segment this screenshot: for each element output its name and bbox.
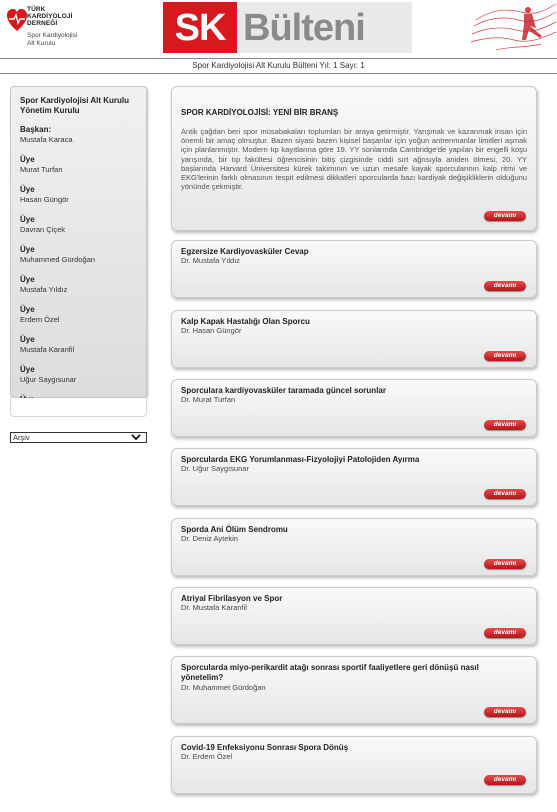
board-member <box>20 275 145 295</box>
member-role: Üye <box>20 305 35 314</box>
article-title[interactable]: Sporculara kardiyovasküler taramada güncel sorunlar <box>181 386 386 395</box>
member-role: Üye <box>20 275 35 284</box>
banner-bulteni: Bülteni <box>237 2 412 53</box>
sidebar-footer <box>10 398 147 417</box>
member-name: Davran Çiçek <box>20 225 66 234</box>
banner-sk: SK <box>163 2 237 53</box>
article-card <box>171 240 537 298</box>
read-more-button[interactable]: devamı <box>484 420 526 430</box>
article-card <box>171 518 537 576</box>
article-card <box>171 736 537 794</box>
member-role: Üye <box>20 215 35 224</box>
org-name-line: TÜRK <box>27 6 46 13</box>
member-name: Erdem Özel <box>20 315 60 324</box>
member-role: Üye <box>20 365 35 374</box>
article-title[interactable]: Sporcularda miyo-perikardit atağı sonrası sportif faaliyetlere geri dönüşü nasıl yönetelim? <box>181 663 479 682</box>
article-author: Dr. Uğur Saygısunar <box>181 464 249 473</box>
header-divider <box>0 58 557 59</box>
read-more-button[interactable]: devamı <box>484 211 526 221</box>
board-member <box>20 155 145 175</box>
article-card <box>171 587 537 645</box>
article-card <box>171 448 537 506</box>
article-title[interactable]: Sporda Ani Ölüm Sendromu <box>181 525 288 534</box>
archive-select[interactable] <box>10 432 147 443</box>
board-member <box>20 245 145 265</box>
article-excerpt: Antik çağdan beri spor müsabakaları toplumları bir araya getirmiştir. Yarışmak ve kazanmak insan için önemli bir amaç olmuştur. Bazen siyasi bazen kişisel başarılar için yoğun antrenmanlar limitleri aşmak için planlanmıştır. Modern tıp kayıtlarına göre 19. YY sonlarında Cambridge'de yapılan bir engelli koşu yarışında, bir tıp fakültesi öğrencisinin bitiş çizgisinde ciddi sırt ağrısıyla aniden ölmesi, 20. YY başlarında Harvard Üniversitesi kürek takımının ve uzun mesafe kayak sporcularının kalp ritmi ve EKG'lerinin farklı olmasının tespit edilmesi dikkatleri sporcularda bazı kardiyak değişikliklerin olduğunu yönünde çekmiştir. <box>181 127 527 192</box>
board-member <box>20 365 145 385</box>
article-author: Dr. Mustafa Yıldız <box>181 256 241 265</box>
member-role: Üye <box>20 245 35 254</box>
member-role: Başkan: <box>20 125 52 134</box>
board-sidebar <box>10 86 147 398</box>
article-author: Dr. Muhammet Gürdoğan <box>181 683 266 692</box>
tkd-logo[interactable] <box>6 5 106 53</box>
member-name: Mustafa Karanfil <box>20 345 75 354</box>
article-author: Dr. Erdem Özel <box>181 752 233 761</box>
board-member <box>20 215 145 235</box>
member-name: Murat Turfan <box>20 165 63 174</box>
article-title[interactable]: Sporcularda EKG Yorumlanması-Fizyolojiyi Patolojiden Ayırma <box>181 455 420 464</box>
org-name-line: KARDİYOLOJİ <box>27 13 73 20</box>
member-role: Üye <box>20 335 35 344</box>
member-name: Mustafa Karaca <box>20 135 73 144</box>
member-name: Muhammed Gürdoğan <box>20 255 96 264</box>
member-role: Üye <box>20 155 35 164</box>
org-sub-line: Spor Kardiyolojisi <box>27 32 78 39</box>
read-more-button[interactable]: devamı <box>484 559 526 569</box>
featured-article-card <box>171 86 537 231</box>
chevron-down-icon <box>131 434 141 441</box>
read-more-button[interactable]: devamı <box>484 628 526 638</box>
read-more-button[interactable]: devamı <box>484 707 526 717</box>
article-title[interactable]: SPOR KARDİYOLOJİSİ: YENİ BİR BRANŞ <box>181 108 339 117</box>
board-member <box>20 335 145 355</box>
member-name: Hasan Güngör <box>20 195 69 204</box>
article-author: Dr. Murat Turfan <box>181 395 236 404</box>
heart-logo-icon <box>6 7 28 33</box>
read-more-button[interactable]: devamı <box>484 351 526 361</box>
runner-illustration-icon <box>466 0 557 56</box>
org-subtitle <box>27 32 77 47</box>
article-card <box>171 379 537 437</box>
org-name <box>27 6 73 27</box>
article-title[interactable]: Egzersize Kardiyovasküler Cevap <box>181 247 309 256</box>
member-name: Mustafa Yıldız <box>20 285 68 294</box>
article-title[interactable]: Covid-19 Enfeksiyonu Sonrası Spora Dönüş <box>181 743 349 752</box>
sidebar-title: Spor Kardiyolojisi Alt Kurulu Yönetim Kurulu <box>20 96 130 115</box>
article-card <box>171 310 537 368</box>
board-member <box>20 305 145 325</box>
article-card <box>171 656 537 724</box>
read-more-button[interactable]: devamı <box>484 775 526 785</box>
article-title[interactable]: Kalp Kapak Hastalığı Olan Sporcu <box>181 317 310 326</box>
org-sub-line: Alt Kurulu <box>27 39 56 47</box>
article-author: Dr. Hasan Güngör <box>181 326 242 335</box>
member-role: Üye <box>20 185 35 194</box>
read-more-button[interactable]: devamı <box>484 281 526 291</box>
article-author: Dr. Deniz Aytekin <box>181 534 238 543</box>
archive-label: Arşiv <box>13 433 30 442</box>
org-name-line: DERNEĞİ <box>27 20 58 27</box>
board-member <box>20 185 145 205</box>
member-name: Uğur Saygısunar <box>20 375 77 384</box>
article-title[interactable]: Atriyal Fibrilasyon ve Spor <box>181 594 283 603</box>
issue-subtitle: Spor Kardiyolojisi Alt Kurulu Bülteni Yıl: 1 Sayı: 1 <box>192 61 365 70</box>
board-member <box>20 125 145 145</box>
header-divider <box>0 73 557 74</box>
page-header <box>0 0 557 58</box>
read-more-button[interactable]: devamı <box>484 489 526 499</box>
article-author: Dr. Mustafa Karanfil <box>181 603 247 612</box>
